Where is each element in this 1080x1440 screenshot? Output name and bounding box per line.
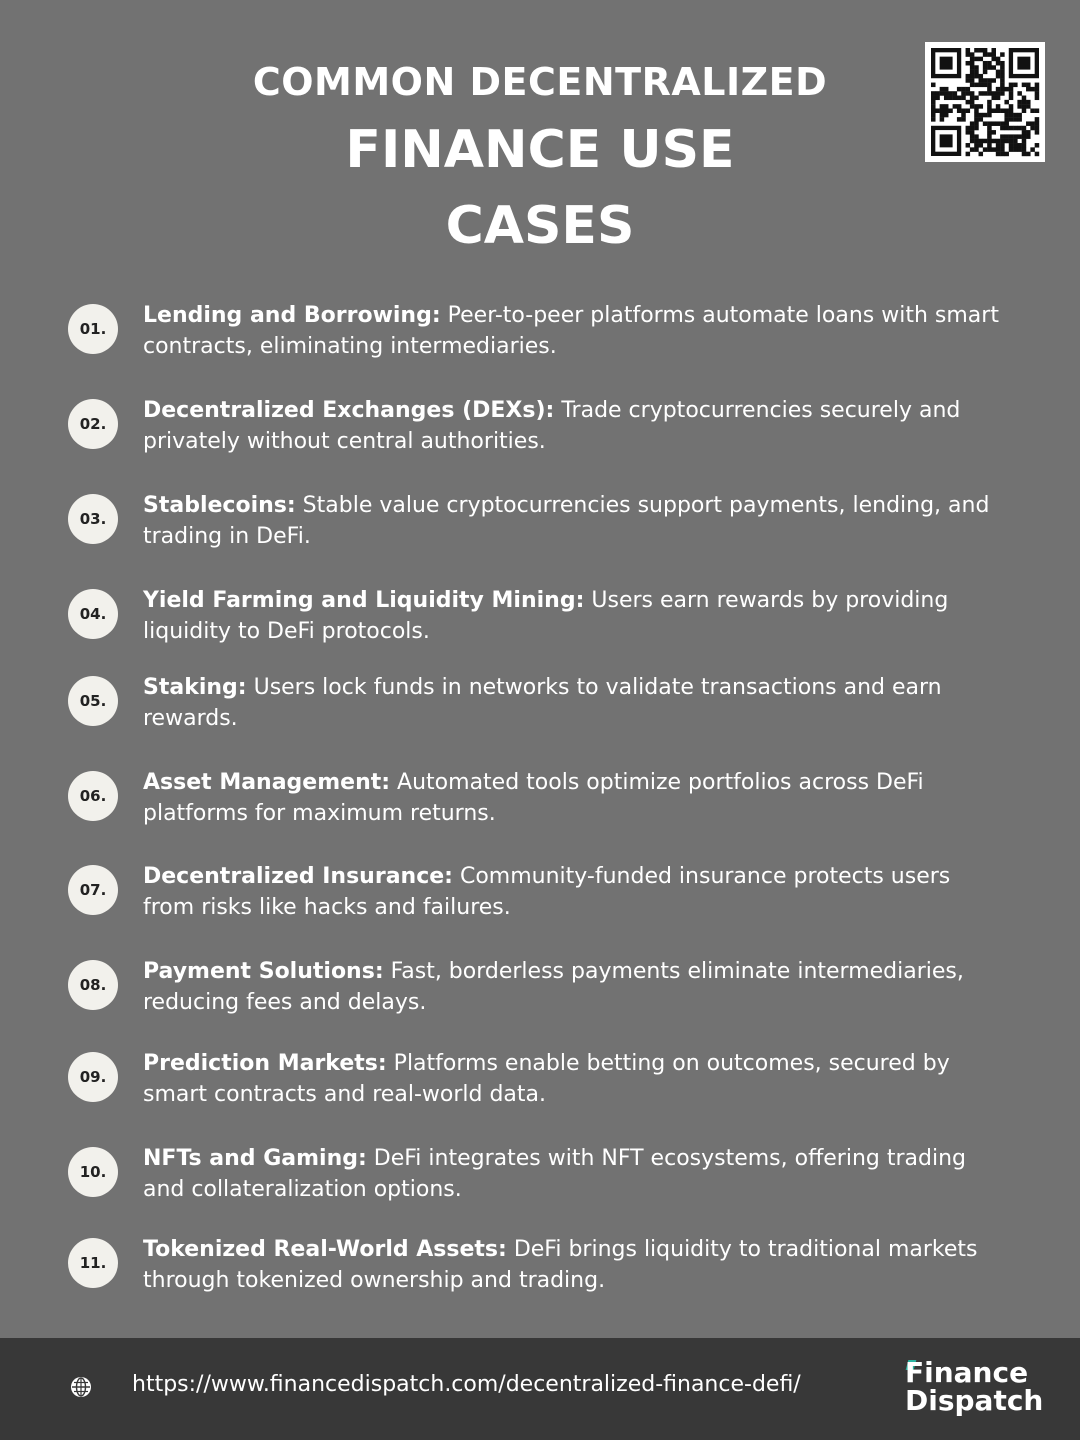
item-body: Platforms enable betting on outcomes, secured by smart contracts and real-world data. <box>143 1051 950 1107</box>
item-body: Fast, borderless payments eliminate intermediaries, reducing fees and delays. <box>143 959 964 1015</box>
item-text <box>143 585 1003 647</box>
item-number-badge: 02. <box>68 399 118 449</box>
article-url-link[interactable]: https://www.financedispatch.com/decentralized-finance-defi/ <box>132 1372 801 1397</box>
item-heading: NFTs and Gaming: <box>143 1146 367 1171</box>
logo-text-line-2: Dispatch <box>905 1384 1044 1417</box>
item-body: Automated tools optimize portfolios across DeFi platforms for maximum returns. <box>143 770 924 826</box>
footer-bar <box>0 1338 1080 1440</box>
item-body: Stable value cryptocurrencies support payments, lending, and trading in DeFi. <box>143 493 990 549</box>
item-heading: Decentralized Insurance: <box>143 864 453 889</box>
item-text <box>143 1143 1003 1205</box>
item-body: Users lock funds in networks to validate transactions and earn rewards. <box>143 675 942 731</box>
item-body: Users earn rewards by providing liquidity to DeFi protocols. <box>143 588 949 644</box>
item-text <box>143 672 1003 734</box>
item-number-badge: 06. <box>68 771 118 821</box>
item-number-badge: 10. <box>68 1147 118 1197</box>
item-number-badge: 01. <box>68 304 118 354</box>
item-heading: Yield Farming and Liquidity Mining: <box>143 588 585 613</box>
item-text <box>143 767 1003 829</box>
qr-code <box>925 42 1045 162</box>
item-body: DeFi brings liquidity to traditional markets through tokenized ownership and trading. <box>143 1237 978 1293</box>
item-number-badge: 03. <box>68 494 118 544</box>
logo-text-line-1: Finance <box>905 1356 1029 1389</box>
item-heading: Decentralized Exchanges (DEXs): <box>143 398 555 423</box>
item-text <box>143 1234 1003 1296</box>
globe-icon <box>70 1376 92 1398</box>
title-line-2: FINANCE USE <box>345 120 735 180</box>
item-heading: Lending and Borrowing: <box>143 303 441 328</box>
item-text <box>143 861 1003 923</box>
item-number-badge: 11. <box>68 1238 118 1288</box>
item-body: Community-funded insurance protects users from risks like hacks and failures. <box>143 864 951 920</box>
item-number-badge: 05. <box>68 676 118 726</box>
title-line-1: COMMON DECENTRALIZED <box>252 60 828 104</box>
item-body: DeFi integrates with NFT ecosystems, offering trading and collateralization options. <box>143 1146 966 1202</box>
item-number-badge: 08. <box>68 960 118 1010</box>
item-body: Trade cryptocurrencies securely and privately without central authorities. <box>143 398 961 454</box>
item-text <box>143 395 1003 457</box>
item-text <box>143 1048 1003 1110</box>
finance-dispatch-logo <box>905 1356 1045 1426</box>
page-title <box>0 52 1080 264</box>
item-number-badge: 09. <box>68 1052 118 1102</box>
item-number-badge: 07. <box>68 865 118 915</box>
item-heading: Tokenized Real-World Assets: <box>143 1237 507 1262</box>
item-body: Peer-to-peer platforms automate loans with smart contracts, eliminating intermediaries. <box>143 303 999 359</box>
item-text <box>143 490 1003 552</box>
item-heading: Payment Solutions: <box>143 959 384 984</box>
item-number-badge: 04. <box>68 589 118 639</box>
item-heading: Prediction Markets: <box>143 1051 387 1076</box>
item-heading: Staking: <box>143 675 247 700</box>
item-heading: Asset Management: <box>143 770 391 795</box>
item-text <box>143 300 1003 362</box>
item-heading: Stablecoins: <box>143 493 296 518</box>
item-text <box>143 956 1003 1018</box>
title-line-3: CASES <box>445 196 635 256</box>
